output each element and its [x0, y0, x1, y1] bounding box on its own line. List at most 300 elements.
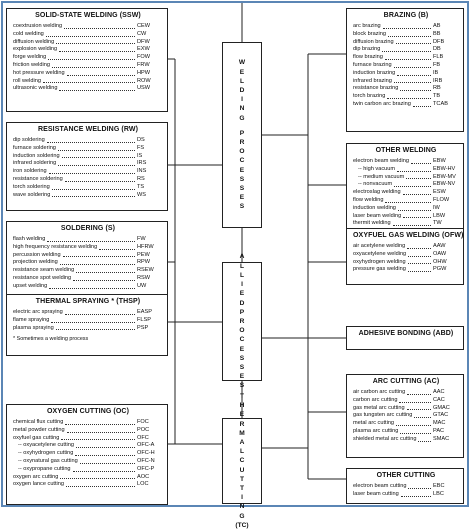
process-row [13, 176, 163, 184]
solid-state-welding-box [6, 8, 168, 112]
process-name: block brazing [353, 30, 386, 37]
process-abbreviation: OAW [433, 250, 447, 257]
process-row [13, 54, 163, 62]
vertical-label-char: S [239, 363, 245, 371]
process-name: -- high vacuum [358, 165, 395, 172]
process-name: oxygen arc cutting [13, 473, 59, 480]
process-row [13, 23, 163, 31]
dot-leader [59, 51, 135, 52]
process-name: high frequency resistance welding [13, 243, 98, 250]
process-name: flame spraying [13, 316, 50, 323]
process-row [353, 436, 459, 444]
dot-leader [407, 394, 431, 395]
dot-leader [387, 98, 431, 99]
process-name: metal arc cutting [353, 420, 395, 427]
dot-leader [411, 163, 431, 164]
process-abbreviation: AAW [433, 243, 446, 249]
process-abbreviation: AB [433, 23, 441, 29]
process-abbreviation: USW [137, 85, 151, 92]
vertical-label-char: U [239, 466, 245, 474]
vertical-label-char: O [239, 148, 245, 156]
dot-leader [394, 186, 431, 187]
vertical-label-char: E [239, 345, 245, 353]
process-name: oxyhydrogen welding [353, 258, 406, 265]
process-abbreviation: FOC [137, 419, 149, 425]
process-name: wave soldering [13, 191, 51, 198]
vertical-label-char: I [241, 494, 243, 502]
process-row [353, 412, 459, 420]
dot-leader [400, 433, 431, 434]
process-row [13, 85, 163, 93]
vertical-label-char: (TC) [235, 521, 249, 529]
vertical-label-char: E [239, 68, 245, 76]
dot-leader [399, 402, 431, 403]
process-abbreviation: INS [137, 168, 147, 175]
process-abbreviation: EBW-MV [433, 173, 456, 180]
process-abbreviation: PSP [137, 324, 149, 331]
process-name: air acetylene welding [353, 243, 406, 249]
process-name: furnace brazing [353, 61, 392, 68]
soldering-box [6, 221, 168, 303]
process-abbreviation: IB [433, 69, 439, 76]
dot-leader [52, 67, 135, 68]
process-row [353, 31, 459, 39]
vertical-label-char: L [239, 448, 245, 456]
process-row [13, 252, 163, 260]
process-row [353, 62, 459, 70]
dot-leader [408, 256, 431, 257]
process-row [13, 466, 163, 474]
process-abbreviation: FLOW [433, 196, 450, 203]
process-name: -- oxynatural gas cutting [18, 457, 78, 464]
process-name: resistance spot welding [13, 274, 72, 281]
process-abbreviation: IRS [137, 160, 147, 167]
dot-leader [51, 322, 135, 323]
process-row [13, 309, 163, 317]
vertical-label-char: S [239, 203, 245, 211]
dot-leader [76, 272, 135, 273]
process-abbreviation: RSEW [137, 267, 154, 274]
process-name: chemical flux cutting [13, 419, 64, 425]
process-name: iron soldering [13, 168, 47, 175]
dot-leader [47, 142, 135, 143]
dot-leader [414, 417, 431, 418]
process-row [353, 389, 459, 397]
process-abbreviation: FRW [137, 61, 150, 68]
process-name: flow brazing [353, 54, 383, 61]
process-name: diffusion welding [13, 38, 55, 45]
process-abbreviation: GTAC [433, 412, 449, 419]
dot-leader [73, 280, 135, 281]
dot-leader [76, 447, 135, 448]
dot-leader [408, 271, 431, 272]
process-name: electroslag welding [353, 189, 401, 196]
process-row [13, 137, 163, 145]
process-abbreviation: CAC [433, 396, 445, 403]
vertical-label-char: E [239, 166, 245, 174]
process-abbreviation: OFC [137, 434, 149, 441]
dot-leader [394, 82, 431, 83]
process-abbreviation: OFC-P [137, 465, 155, 472]
process-row [353, 189, 459, 197]
vertical-label-char: G [239, 512, 245, 520]
group-title: SOLDERING (S) [60, 225, 116, 232]
process-name: resistance soldering [13, 175, 63, 182]
dot-leader [48, 59, 135, 60]
process-row [353, 181, 459, 189]
process-abbreviation: EASP [137, 309, 152, 315]
process-abbreviation: LBC [433, 490, 444, 497]
dot-leader [65, 424, 135, 425]
process-name: torch brazing [353, 93, 386, 100]
process-abbreviation: BB [433, 30, 441, 37]
process-abbreviation: EXW [137, 46, 150, 53]
dot-leader [413, 106, 431, 107]
process-abbreviation: FS [137, 144, 145, 151]
process-name: furnace soldering [13, 144, 56, 151]
dot-leader [407, 409, 431, 410]
dot-leader [396, 425, 431, 426]
process-abbreviation: OHW [433, 258, 447, 265]
process-row [353, 46, 459, 54]
process-name: infrared brazing [353, 77, 392, 84]
process-abbreviation: POC [137, 426, 150, 433]
process-name: electron beam welding [353, 158, 409, 164]
vertical-label-char: L [239, 77, 245, 85]
process-row [13, 435, 163, 443]
process-abbreviation: TW [433, 220, 442, 227]
group-title: THERMAL SPRAYING * (THSP) [35, 298, 141, 305]
dot-leader [61, 439, 135, 440]
other-cutting-box [346, 468, 464, 504]
process-row [353, 243, 459, 251]
process-row [13, 283, 163, 291]
process-row [353, 266, 459, 274]
dot-leader [385, 202, 431, 203]
dot-leader [58, 165, 135, 166]
vertical-label-char: P [239, 308, 245, 316]
process-abbreviation: TS [137, 183, 145, 190]
vertical-label-char: P [239, 129, 245, 137]
process-row [353, 397, 459, 405]
process-abbreviation: OFC-H [137, 450, 155, 457]
process-row [13, 160, 163, 168]
dot-leader [393, 225, 431, 226]
process-abbreviation: HFRW [137, 243, 154, 250]
process-name: -- medium vacuum [358, 173, 405, 180]
vertical-label-char: T [239, 485, 245, 493]
dot-leader [65, 181, 135, 182]
process-name: laser beam cutting [353, 490, 399, 497]
vertical-label-char: D [239, 299, 245, 307]
process-name: forge welding [13, 54, 47, 61]
process-row [13, 419, 163, 427]
process-name: metal powder cutting [13, 426, 65, 433]
process-name: cold welding [13, 30, 44, 37]
dot-leader [49, 173, 135, 174]
process-name: upset welding [13, 282, 48, 289]
process-abbreviation: RS [137, 175, 145, 182]
group-title: OXYFUEL GAS WELDING (OFW) [353, 232, 464, 239]
dot-leader [99, 249, 135, 250]
process-abbreviation: MAC [433, 420, 446, 427]
process-row [13, 145, 163, 153]
vertical-label-char: N [239, 105, 245, 113]
process-name: plasma spraying [13, 324, 54, 331]
vertical-label-char: M [239, 429, 245, 437]
oxygen-cutting-box [6, 404, 168, 505]
process-row [353, 101, 459, 109]
process-name: carbon arc cutting [353, 396, 398, 403]
process-abbreviation: DFB [433, 38, 445, 45]
dot-leader [59, 90, 135, 91]
process-name: flash welding [13, 236, 46, 242]
dot-leader [403, 194, 431, 195]
process-row [353, 78, 459, 86]
vertical-label-char: E [239, 411, 245, 419]
dot-leader [43, 82, 135, 83]
vertical-label-char: C [239, 336, 245, 344]
process-name: arc brazing [353, 23, 381, 29]
process-abbreviation: EBC [433, 483, 445, 489]
process-abbreviation: AOC [137, 473, 150, 480]
process-row [353, 483, 459, 491]
process-abbreviation: WS [137, 191, 147, 198]
vertical-label-char: H [239, 402, 245, 410]
dot-leader [67, 432, 135, 433]
process-name: pressure gas welding [353, 266, 406, 273]
process-abbreviation: EBW [433, 158, 446, 164]
dot-leader [47, 241, 135, 242]
process-abbreviation: FLB [433, 54, 444, 61]
vertical-label-char: T [239, 392, 245, 400]
group-title: ARC CUTTING (AC) [372, 378, 440, 385]
vertical-label-char: T [239, 475, 245, 483]
process-row [13, 275, 163, 283]
vertical-label-char: R [239, 317, 245, 325]
vertical-label-char: S [239, 382, 245, 390]
vertical-label-char: I [241, 281, 243, 289]
dot-leader [382, 51, 431, 52]
process-row [13, 244, 163, 252]
process-abbreviation: DB [433, 46, 441, 53]
process-abbreviation: PEW [137, 251, 150, 258]
process-row [353, 428, 459, 436]
process-row [353, 205, 459, 213]
vertical-label-char: R [239, 420, 245, 428]
dot-leader [418, 441, 431, 442]
process-name: diffusion brazing [353, 38, 394, 45]
process-name: gas metal arc cutting [353, 404, 405, 411]
process-name: coextrusion welding [13, 23, 63, 29]
process-row [353, 70, 459, 78]
process-abbreviation: RSW [137, 274, 151, 281]
process-name: percussion welding [13, 251, 61, 258]
process-abbreviation: IRB [433, 77, 443, 84]
dot-leader [52, 189, 135, 190]
process-abbreviation: LBW [433, 212, 446, 219]
dot-leader [408, 488, 431, 489]
process-row [13, 192, 163, 200]
process-abbreviation: ESW [433, 189, 446, 196]
process-abbreviation: OFC-A [137, 442, 155, 449]
process-row [13, 325, 163, 333]
process-name: resistance brazing [353, 85, 399, 92]
process-abbreviation: EBW-HV [433, 165, 456, 172]
dot-leader [397, 171, 431, 172]
dot-leader [60, 478, 135, 479]
process-abbreviation: FB [433, 61, 441, 68]
dot-leader [49, 288, 135, 289]
process-row [353, 213, 459, 221]
process-name: resistance seam welding [13, 267, 75, 274]
process-name: induction brazing [353, 69, 396, 76]
process-row [13, 46, 163, 54]
process-row [13, 39, 163, 47]
vertical-label-char: E [239, 373, 245, 381]
process-abbreviation: DFW [137, 38, 150, 45]
process-row [13, 168, 163, 176]
process-name: friction welding [13, 61, 50, 68]
process-name: -- oxyacetylene cutting [18, 442, 74, 449]
dot-leader [396, 43, 431, 44]
dot-leader [73, 471, 135, 472]
process-name: air carbon arc cutting [353, 389, 406, 395]
vertical-label-char: O [239, 327, 245, 335]
process-abbreviation: GMAC [433, 404, 450, 411]
process-name: induction welding [353, 204, 396, 211]
group-title: ADHESIVE BONDING (ABD) [358, 330, 454, 337]
vertical-label-char: R [239, 139, 245, 146]
oxyfuel-gas-welding-box [346, 228, 464, 285]
dot-leader [403, 217, 431, 218]
process-name: dip soldering [13, 137, 45, 143]
process-name: oxygen lance cutting [13, 481, 64, 488]
process-abbreviation: EBW-NV [433, 181, 456, 188]
process-row [13, 62, 163, 70]
process-name: hot pressure welding [13, 69, 65, 76]
thermal-spraying-box [6, 294, 168, 356]
process-name: gas tungsten arc cutting [353, 412, 413, 419]
vertical-label-char: S [239, 354, 245, 362]
vertical-label-char: S [239, 185, 245, 193]
process-row [13, 70, 163, 78]
process-name: dip brazing [353, 46, 381, 53]
process-abbreviation: ROW [137, 77, 151, 84]
process-name: projection welding [13, 259, 58, 266]
dot-leader [52, 196, 135, 197]
process-row [353, 23, 459, 31]
dot-leader [398, 210, 431, 211]
process-name: ultrasonic welding [13, 85, 58, 92]
process-abbreviation: DS [137, 137, 145, 143]
process-row [13, 474, 163, 482]
process-name: oxyacetylene welding [353, 250, 407, 257]
process-abbreviation: FOW [137, 54, 151, 61]
process-abbreviation: CW [137, 30, 147, 37]
dot-leader [80, 463, 135, 464]
vertical-label-char: I [241, 96, 243, 104]
process-row [13, 481, 163, 489]
dot-leader [400, 90, 431, 91]
process-abbreviation: CEW [137, 23, 151, 29]
dot-leader [397, 75, 431, 76]
vertical-label-char: C [239, 457, 245, 465]
process-abbreviation: FLSP [137, 316, 151, 323]
group-title: OTHER CUTTING [376, 472, 436, 479]
dot-leader [56, 43, 135, 44]
process-row [353, 491, 459, 499]
process-name: plasma arc cutting [353, 427, 399, 434]
process-row [353, 197, 459, 205]
process-row [13, 184, 163, 192]
dot-leader [406, 178, 431, 179]
process-name: -- nonvacuum [358, 181, 393, 188]
process-name: infrared soldering [13, 160, 57, 167]
dot-leader [64, 28, 135, 29]
dot-leader [66, 486, 135, 487]
process-row [353, 420, 459, 428]
process-row [13, 78, 163, 86]
process-row [353, 174, 459, 182]
process-row [13, 153, 163, 161]
vertical-label-char: C [239, 157, 245, 165]
resistance-welding-box [6, 122, 168, 211]
process-abbreviation: HPW [137, 69, 151, 76]
process-abbreviation: LOC [137, 481, 149, 488]
vertical-label-char: E [239, 290, 245, 298]
dot-leader [62, 157, 135, 158]
dot-leader [56, 329, 135, 330]
dot-leader [408, 263, 431, 264]
process-row [13, 259, 163, 267]
process-abbreviation: FW [137, 236, 146, 242]
group-title: RESISTANCE WELDING (RW) [37, 126, 139, 133]
dot-leader [385, 59, 431, 60]
group-title: OXYGEN CUTTING (OC) [46, 408, 129, 415]
dot-leader [67, 75, 135, 76]
process-name: electron beam cutting [353, 483, 407, 489]
vertical-label-char: L [239, 271, 245, 279]
group-title: OTHER WELDING [375, 147, 437, 154]
process-name: electric arc spraying [13, 309, 63, 315]
dot-leader [75, 455, 135, 456]
process-row [13, 31, 163, 39]
adhesive-bonding-box [346, 326, 464, 350]
process-name: laser beam welding [353, 212, 402, 219]
process-name: oxyfuel gas cutting [13, 434, 60, 441]
vertical-label-char: D [239, 86, 245, 94]
process-row [353, 93, 459, 101]
dot-leader [46, 36, 135, 37]
process-abbreviation: AAC [433, 389, 445, 395]
process-row [353, 405, 459, 413]
process-abbreviation: TCAB [433, 100, 448, 107]
process-row [13, 427, 163, 435]
process-row [13, 442, 163, 450]
process-name: torch soldering [13, 183, 50, 190]
vertical-label-char: L [239, 262, 245, 270]
process-row [13, 317, 163, 325]
brazing-box [346, 8, 464, 132]
dot-leader [401, 496, 431, 497]
process-abbreviation: IW [433, 204, 440, 211]
process-abbreviation: RB [433, 85, 441, 92]
process-row [353, 54, 459, 62]
vertical-label-char: G [239, 114, 245, 122]
vertical-label-char: A [239, 253, 245, 261]
process-name: shielded metal arc cutting [353, 435, 417, 442]
